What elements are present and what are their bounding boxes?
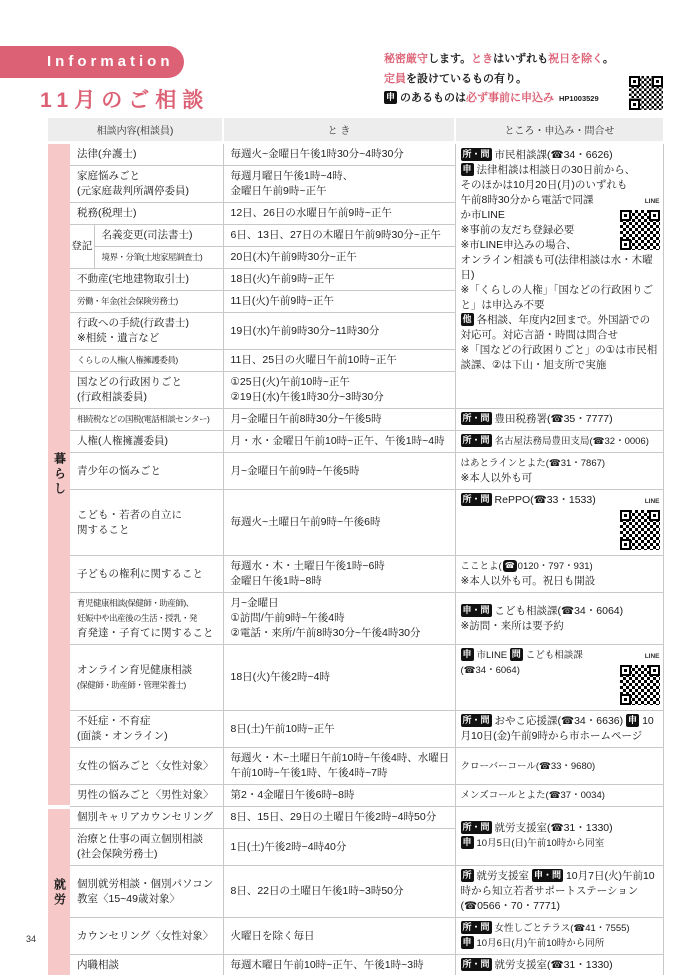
place-line <box>461 456 660 471</box>
place-line <box>461 604 660 619</box>
text-segment: 市民相談課(☎34・6626) <box>494 149 613 161</box>
column-header-place: ところ・申込み・問合せ <box>455 118 663 143</box>
qr-eye <box>629 76 640 87</box>
qr-eye <box>620 539 631 550</box>
place-line <box>461 921 660 936</box>
content-line: (社会保険労務士) <box>77 848 158 860</box>
consult-content-cell <box>70 918 223 955</box>
text-segment: メンズコールとよた(☎37・0034) <box>460 790 605 801</box>
content-line: 境界・分筆(土地家屋調査士) <box>101 252 203 262</box>
table-row <box>48 556 663 593</box>
time-cell <box>223 556 455 593</box>
tag-badge: 他 <box>462 314 472 324</box>
text-segment: はあとラインとよた(☎31・7867) <box>460 458 606 469</box>
place-cell <box>455 748 663 785</box>
consult-content-cell <box>70 807 223 829</box>
time-line: 火曜日を除く毎日 <box>230 929 315 942</box>
table-row <box>48 866 663 918</box>
content-line: 個別キャリアカウンセリング <box>77 811 214 823</box>
place-line <box>461 283 660 313</box>
table-row <box>48 431 663 453</box>
tag-badge: 申 <box>386 92 396 102</box>
time-cell <box>223 372 455 409</box>
content-line: 育児健康相談(保健師・助産師)、 <box>77 598 194 608</box>
content-line: 子どもの権利に関すること <box>77 567 203 580</box>
tag-badge: 申 <box>628 715 638 725</box>
time-line: 月・水・金曜日午前10時~正午、午後1時~4時 <box>230 435 445 447</box>
table-row <box>48 409 663 431</box>
text-segment: こども相談課(☎34・6064) <box>460 650 583 676</box>
content-line: (行政相談委員) <box>77 391 147 403</box>
consult-content-cell <box>70 556 223 593</box>
time-line: 18日(火)午前9時~正午 <box>230 273 335 285</box>
qr-code <box>620 665 660 705</box>
info-badge: Information <box>0 46 184 78</box>
content-line: 名義変更(司法書士) <box>101 229 193 241</box>
time-cell <box>223 785 455 807</box>
place-line <box>461 958 660 973</box>
place-cell <box>455 711 663 748</box>
time-cell <box>223 269 455 291</box>
consult-content-cell <box>70 645 223 711</box>
time-line: 8日(土)午前10時~正午 <box>230 722 335 735</box>
table-row <box>48 143 663 166</box>
text-segment: 各相談、年度内2回まで。外国語での対応可。対応言語・時間は問合せ <box>460 314 651 341</box>
text-segment: オンライン相談も可(法律相談は水・木曜日) <box>460 254 653 281</box>
content-line: くらしの人権(人権擁護委員) <box>77 355 178 365</box>
tag-badge: 申 <box>462 649 472 659</box>
text-segment: 法律相談は相談日の30日前から、 <box>476 164 636 176</box>
time-cell <box>223 490 455 556</box>
place-line <box>461 936 660 951</box>
text-segment: こども相談課(☎34・6064) <box>494 604 624 617</box>
tag-badge: 申 <box>462 164 472 174</box>
page-title: 11月のご相談 <box>40 89 210 112</box>
section-band <box>48 143 70 807</box>
time-line: 6日、13日、27日の木曜日午前9時30分~正午 <box>230 229 441 241</box>
text-segment: クローバーコール(☎33・9680) <box>460 760 596 772</box>
time-cell <box>223 593 455 645</box>
time-cell <box>223 291 455 313</box>
qr-wrap <box>620 194 660 250</box>
text-segment: ※「国などの行政困りごと」の①は市民相談課、②は下山・旭支所で実施 <box>460 344 658 371</box>
tag-badge: 申 <box>462 837 472 847</box>
table-row <box>48 593 663 645</box>
time-cell <box>223 350 455 372</box>
qr-wrap <box>620 494 660 550</box>
time-line: 毎週月曜日午後1時~4時、 <box>230 170 354 182</box>
consult-content-cell <box>70 350 223 372</box>
place-line <box>461 836 660 851</box>
time-line: 月~金曜日午前9時~午後5時 <box>230 464 360 477</box>
content-line: 教室〈15~49歳対象〉 <box>77 892 180 905</box>
text-segment: 。 <box>602 53 614 65</box>
content-line: カウンセリング〈女性対象〉 <box>77 929 214 942</box>
place-line <box>461 759 660 774</box>
note-line <box>384 70 634 90</box>
qr-eye <box>620 239 631 250</box>
place-line <box>461 821 660 836</box>
content-line: 個別就労相談・個別パソコン <box>77 877 214 890</box>
text-segment: 午前8時30分から電話で同課 <box>460 194 594 206</box>
time-line: 8日、22日の土曜日午後1時~3時50分 <box>230 885 404 897</box>
consult-content-cell <box>70 593 223 645</box>
time-cell <box>223 166 455 203</box>
consultation-table <box>48 118 664 975</box>
text-segment: ※「くらしの人権」「国などの行政困りごと」は申込み不要 <box>460 284 654 311</box>
time-line: 金曜日午前9時~正午 <box>230 185 327 197</box>
place-line <box>461 869 660 914</box>
header-notes <box>384 50 634 109</box>
time-line: 月~金曜日午前8時30分~午後5時 <box>230 413 382 425</box>
section-label: 暮らし <box>52 451 67 497</box>
text-segment: 名古屋法務局豊田支局(☎32・0006) <box>494 436 649 447</box>
content-line: 青少年の悩みごと <box>77 464 161 477</box>
table-row <box>48 453 663 490</box>
place-line <box>461 163 660 178</box>
content-line: (保健師・助産師・管理栄養士) <box>77 679 186 690</box>
text-segment: ※市LINE申込みの場合、 <box>460 239 577 251</box>
qr-code <box>620 210 660 250</box>
text-segment: はいずれも <box>493 53 549 65</box>
time-line: ①訪問/午前9時~午後4時 <box>230 612 345 624</box>
time-line: ①25日(火)午前10時~正午 <box>230 376 350 388</box>
consult-content-cell <box>70 203 223 225</box>
content-line: 関すること <box>77 523 130 536</box>
content-line: (面談・オンライン) <box>77 730 168 742</box>
consult-content-cell <box>70 785 223 807</box>
content-line: ※相続・遺言など <box>77 332 160 344</box>
content-line: 相続税などの国税(電話相談センター) <box>77 414 210 424</box>
table-row <box>48 785 663 807</box>
time-line: 毎週火~金曜日午後1時30分~4時30分 <box>230 148 404 160</box>
consult-content-cell <box>70 409 223 431</box>
content-line: 労働・年金(社会保険労務士) <box>77 296 178 306</box>
consult-content-cell <box>70 143 223 166</box>
text-segment: 市LINE <box>476 650 510 661</box>
text-segment: こことよ( <box>460 561 502 572</box>
qr-eye <box>620 665 631 676</box>
column-header-time: と き <box>223 118 455 143</box>
content-line: 税務(税理士) <box>77 207 137 219</box>
consult-content-cell <box>94 247 223 269</box>
text-segment: ※本人以外も可。祝日も開設 <box>460 575 596 587</box>
content-line: こども・若者の自立に <box>77 508 182 521</box>
consult-content-cell <box>70 453 223 490</box>
time-cell <box>223 748 455 785</box>
time-line: 11日、25日の火曜日午前10時~正午 <box>230 354 397 366</box>
qr-eye <box>649 665 660 676</box>
place-line <box>461 788 660 803</box>
place-cell <box>455 431 663 453</box>
text-segment: 就労支援室 <box>476 870 532 882</box>
time-cell <box>223 711 455 748</box>
time-cell <box>223 225 455 247</box>
time-line: 毎週火・木~土曜日午前10時~午後4時、水曜日 <box>230 752 450 764</box>
qr-code <box>620 510 660 550</box>
place-cell <box>455 866 663 918</box>
time-line: 毎週水・木・土曜日午後1時~6時 <box>230 560 385 572</box>
qr-line-label: LINE <box>644 498 660 505</box>
place-line <box>461 434 660 449</box>
place-cell <box>455 645 663 711</box>
time-line: 18日(火)午後2時~4時 <box>230 671 330 683</box>
time-cell <box>223 918 455 955</box>
text-segment: ※訪問・来所は要予約 <box>460 619 564 632</box>
place-cell <box>455 807 663 866</box>
place-cell <box>455 593 663 645</box>
place-cell <box>455 918 663 955</box>
qr-eye <box>620 510 631 521</box>
hp-qr-code <box>629 76 663 110</box>
text-segment: 就労支援室(☎31・1330) <box>494 959 613 971</box>
time-line: 20日(木)午前9時30分~正午 <box>230 251 357 263</box>
free-dial-icon: ☎ <box>503 560 517 572</box>
time-cell <box>223 431 455 453</box>
time-cell <box>223 866 455 918</box>
content-line: 国などの行政困りごと <box>77 376 182 388</box>
place-cell <box>455 955 663 975</box>
time-line: 19日(水)午前9時30分~11時30分 <box>230 324 380 337</box>
tag-badge: 所・問 <box>462 413 490 423</box>
qr-eye <box>652 76 663 87</box>
tag-badge: 所・問 <box>462 715 490 725</box>
qr-line-label: LINE <box>644 653 660 660</box>
consult-content-cell <box>70 269 223 291</box>
text-segment: 秘密厳守 <box>384 53 428 65</box>
note-line <box>384 89 634 109</box>
note-line <box>384 50 634 70</box>
text-segment: 10月5日(日)午前10時から同室 <box>476 838 605 849</box>
content-line: 不妊症・不育症 <box>77 715 151 727</box>
time-cell <box>223 143 455 166</box>
text-segment: 0120・797・931) <box>517 561 593 572</box>
qr-eye <box>649 210 660 221</box>
qr-eye <box>620 210 631 221</box>
time-cell <box>223 409 455 431</box>
tag-badge: 問 <box>511 649 521 659</box>
place-cell <box>455 453 663 490</box>
text-segment: のあるものは <box>400 92 467 104</box>
consult-content-cell <box>70 829 223 866</box>
place-cell <box>455 785 663 807</box>
text-segment: ※事前の友だち登録必要 <box>460 224 575 236</box>
table-row <box>48 807 663 829</box>
place-line <box>461 148 660 163</box>
table-row <box>48 711 663 748</box>
time-line: ②19日(水)午後1時30分~3時30分 <box>230 391 384 403</box>
table-row <box>48 918 663 955</box>
time-cell <box>223 807 455 829</box>
consult-content-cell <box>70 711 223 748</box>
consult-content-cell <box>94 225 223 247</box>
time-cell <box>223 453 455 490</box>
table-row <box>48 490 663 556</box>
section-label: 就労 <box>52 877 67 908</box>
time-line: 第2・4金曜日午後6時~8時 <box>230 789 355 801</box>
table-header-row <box>48 118 663 143</box>
content-line: オンライン育児健康相談 <box>77 663 193 676</box>
column-header-content: 相談内容(相談員) <box>48 118 223 143</box>
consult-content-cell <box>70 431 223 453</box>
time-line: ②電話・来所/午前8時30分~午後4時30分 <box>230 627 421 639</box>
time-line: 12日、26日の水曜日午前9時~正午 <box>230 207 392 219</box>
text-segment: そのほかは10月20日(月)のいずれも <box>460 179 628 191</box>
time-line: 金曜日午後1時~8時 <box>230 575 322 587</box>
content-line: 育発達・子育てに関すること <box>77 627 214 639</box>
time-line: 1日(土)午後2時~4時40分 <box>230 840 347 853</box>
place-cell <box>455 556 663 593</box>
place-line <box>461 714 660 744</box>
text-segment: 豊田税務署(☎35・7777) <box>494 413 613 425</box>
table-row <box>48 645 663 711</box>
consult-content-cell <box>70 955 223 975</box>
content-line: (元家庭裁判所調停委員) <box>77 185 189 197</box>
content-line: 家庭悩みごと <box>77 170 140 182</box>
time-cell <box>223 203 455 225</box>
time-line: 毎週木曜日午前10時~正午、午後1時~3時 <box>230 959 424 971</box>
text-segment: 定員 <box>384 72 406 85</box>
time-cell <box>223 645 455 711</box>
qr-eye <box>629 99 640 110</box>
section-band <box>48 807 70 975</box>
time-line: 11日(火)午前9時~正午 <box>230 295 334 307</box>
content-line: 法律(弁護士) <box>77 148 137 160</box>
tag-badge: 所・問 <box>462 822 490 832</box>
content-line: 女性の悩みごと〈女性対象〉 <box>77 759 214 772</box>
place-line <box>461 253 660 283</box>
content-line: 男性の悩みごと〈男性対象〉 <box>77 789 214 801</box>
text-segment: 祝日を除く <box>548 53 603 65</box>
time-line: 月~金曜日 <box>230 597 279 609</box>
content-line: 妊娠中や出産後の生活・授乳・発 <box>77 613 198 623</box>
content-line: 人権(人権擁護委員) <box>77 435 168 447</box>
time-line: 8日、15日、29日の土曜日午後2時~4時50分 <box>230 811 437 823</box>
text-segment: RePPO(☎33・1533) <box>494 494 596 506</box>
text-segment: を設けているもの有り。 <box>406 72 527 85</box>
place-line <box>461 412 660 427</box>
content-line: 行政への手続(行政書士) <box>77 317 189 329</box>
place-line <box>461 313 660 343</box>
place-cell <box>455 490 663 556</box>
tag-badge: 申・問 <box>533 870 561 880</box>
time-cell <box>223 955 455 975</box>
tag-badge: 申 <box>462 937 472 947</box>
place-cell <box>455 143 663 409</box>
tag-badge: 所・問 <box>462 922 490 932</box>
place-line <box>461 574 660 589</box>
qr-line-label: LINE <box>644 198 660 205</box>
tag-badge: 所・問 <box>462 494 490 504</box>
time-cell <box>223 829 455 866</box>
qr-wrap <box>620 649 660 705</box>
qr-eye <box>620 694 631 705</box>
time-cell <box>223 313 455 350</box>
place-line <box>461 559 660 574</box>
consult-content-cell <box>70 166 223 203</box>
time-cell <box>223 247 455 269</box>
place-line <box>461 178 660 193</box>
table-row <box>48 955 663 975</box>
consult-content-cell <box>70 372 223 409</box>
tag-badge: 申・問 <box>462 604 490 615</box>
consult-content-cell <box>70 490 223 556</box>
time-line: 毎週火~土曜日午前9時~午後6時 <box>230 516 381 528</box>
text-segment: おやこ応援課(☎34・6636) <box>494 715 627 727</box>
place-line <box>461 343 660 373</box>
text-segment: 10月6日(月)午前10時から同所 <box>476 938 605 949</box>
tag-badge: 所・問 <box>462 149 490 159</box>
content-line: 不動産(宅地建物取引士) <box>77 273 189 285</box>
text-segment: 女性しごとテラス(☎41・7555) <box>494 923 630 934</box>
text-segment: 就労支援室(☎31・1330) <box>494 822 613 834</box>
place-cell <box>455 409 663 431</box>
consult-content-cell <box>70 748 223 785</box>
group-cell: 登記 <box>70 225 94 269</box>
text-segment: します。 <box>428 53 472 65</box>
text-segment: 必ず事前に申込み <box>466 92 555 104</box>
tag-badge: 所・問 <box>462 435 490 445</box>
text-segment: HP1003529 <box>559 94 599 103</box>
consult-content-cell <box>70 866 223 918</box>
text-segment: とき <box>471 53 494 65</box>
content-line: 内職相談 <box>77 959 119 971</box>
consult-content-cell <box>70 313 223 350</box>
page-number: 34 <box>26 934 37 944</box>
text-segment: 10月7日(火)午前10時から知立若者サポートステーション(☎0566・70・7771) <box>460 870 655 912</box>
text-segment: か市LINE <box>460 209 505 221</box>
content-line: 治療と仕事の両立個別相談 <box>77 833 203 845</box>
tag-badge: 所 <box>462 870 472 880</box>
text-segment: 10月10日(金)午前9時から市ホームページ <box>460 715 654 742</box>
table-row <box>48 748 663 785</box>
place-line <box>461 471 660 486</box>
text-segment: ※本人以外も可 <box>460 472 533 484</box>
tag-badge: 所・問 <box>462 959 490 969</box>
consult-content-cell <box>70 291 223 313</box>
qr-eye <box>649 510 660 521</box>
place-line <box>461 619 660 634</box>
time-line: 午前10時~午後1時、午後4時~7時 <box>230 767 388 779</box>
